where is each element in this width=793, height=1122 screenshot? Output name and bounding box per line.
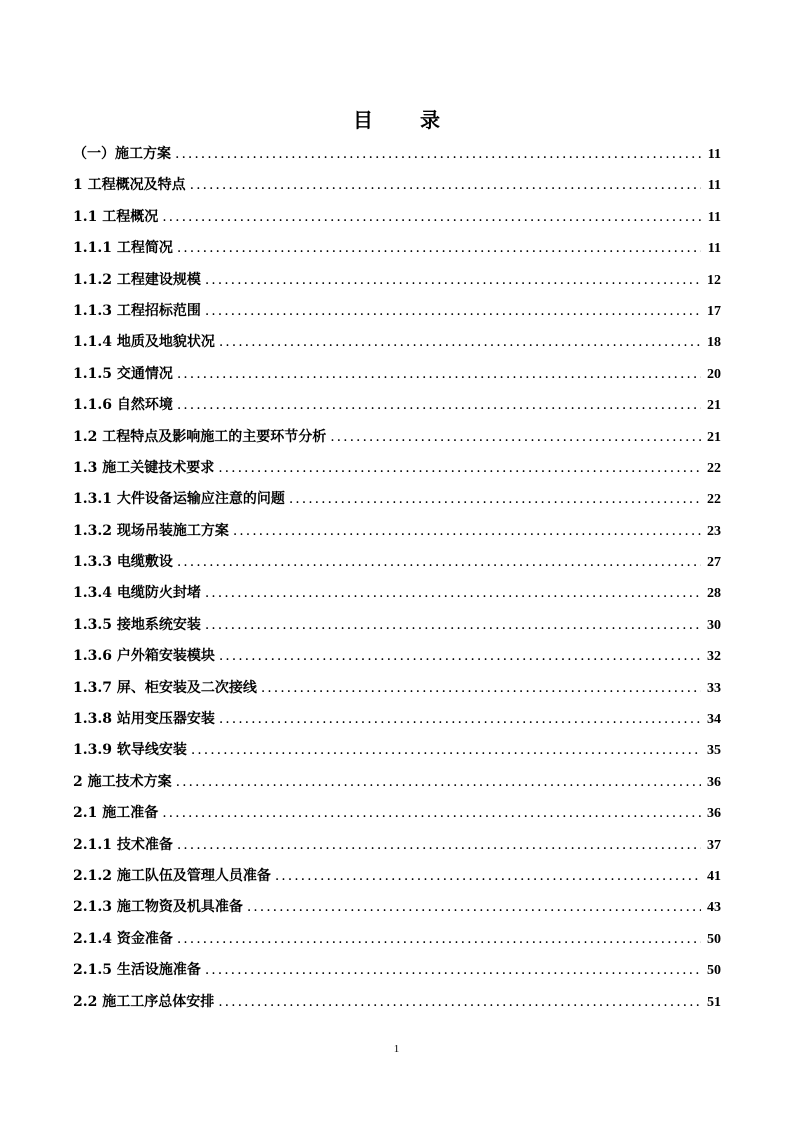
toc-dot-leader — [190, 177, 701, 193]
toc-entry-number: 1.1.3 — [73, 302, 117, 319]
toc-entry-title: 站用变压器安装 — [116, 711, 215, 728]
toc-entry-title: 工程招标范围 — [116, 302, 201, 319]
toc-entry-title: 接地系统安装 — [116, 616, 201, 633]
toc-dot-leader — [205, 272, 701, 288]
toc-entry-title: 工程概况 — [102, 208, 159, 225]
toc-entry-title: 户外箱安装模块 — [116, 648, 215, 665]
toc-dot-leader — [261, 680, 701, 696]
toc-entry[interactable] — [73, 269, 721, 300]
toc-entry-title: 工程特点及影响施工的主要环节分析 — [102, 428, 327, 445]
toc-dot-leader — [205, 303, 701, 319]
toc-entry-number: 2.1.3 — [73, 899, 117, 916]
toc-entry[interactable] — [73, 331, 721, 362]
toc-entry[interactable] — [73, 834, 721, 865]
toc-entry-page: 33 — [707, 680, 721, 696]
toc-entry-page: 11 — [707, 178, 721, 194]
toc-entry[interactable] — [73, 174, 721, 205]
toc-entry-title: 大件设备运输应注意的问题 — [116, 491, 285, 508]
toc-entry-page: 51 — [707, 994, 721, 1010]
toc-entry-page: 50 — [707, 963, 721, 979]
toc-entry-page: 11 — [707, 241, 721, 257]
toc-entry-number: 1.1.1 — [73, 240, 117, 257]
toc-entry[interactable] — [73, 991, 721, 1022]
toc-entry-page: 41 — [707, 868, 721, 884]
toc-entry[interactable] — [73, 959, 721, 990]
toc-entry-number: 1.3.2 — [73, 522, 117, 539]
toc-entry-page: 21 — [707, 398, 721, 414]
toc-entry-page: 36 — [707, 774, 721, 790]
toc-entry-number: 2.2 — [73, 993, 103, 1010]
toc-entry-number: 1.3.9 — [73, 742, 117, 759]
toc-entry[interactable] — [73, 645, 721, 676]
toc-entry[interactable] — [73, 708, 721, 739]
toc-entry-title: 工程建设规模 — [116, 271, 201, 288]
toc-dot-leader — [218, 460, 701, 476]
toc-dot-leader — [205, 585, 701, 601]
table-of-contents — [73, 143, 721, 1022]
toc-entry-number: （一） — [73, 146, 115, 162]
toc-entry-title: 地质及地貌状况 — [116, 334, 215, 351]
toc-entry-title: 电缆防火封堵 — [116, 585, 201, 602]
toc-entry-title: 资金准备 — [116, 930, 173, 947]
toc-entry[interactable] — [73, 802, 721, 833]
toc-entry-number: 1.3.3 — [73, 554, 117, 571]
toc-entry[interactable] — [73, 237, 721, 268]
toc-dot-leader — [219, 334, 701, 350]
toc-entry-number: 1.1.5 — [73, 365, 117, 382]
toc-entry-number: 1.3.6 — [73, 648, 117, 665]
toc-entry-title: 现场吊装施工方案 — [116, 522, 229, 539]
toc-entry[interactable] — [73, 394, 721, 425]
toc-entry[interactable] — [73, 677, 721, 708]
toc-entry[interactable] — [73, 551, 721, 582]
toc-dot-leader — [247, 899, 701, 915]
toc-dot-leader — [219, 711, 701, 727]
toc-entry-number: 1.3.4 — [73, 585, 117, 602]
toc-entry-page: 35 — [707, 743, 721, 759]
toc-entry-page: 28 — [707, 586, 721, 602]
toc-entry-page: 22 — [707, 460, 721, 476]
toc-entry-title: 工程概况及特点 — [87, 177, 186, 194]
toc-entry-title: 施工方案 — [115, 146, 171, 162]
toc-entry-number: 1.1 — [73, 208, 103, 225]
toc-entry-page: 11 — [707, 147, 721, 162]
toc-entry[interactable] — [73, 363, 721, 394]
toc-entry-page: 22 — [707, 492, 721, 508]
toc-dot-leader — [177, 554, 701, 570]
toc-entry-number: 2.1.5 — [73, 962, 117, 979]
toc-entry-number: 2.1.2 — [73, 867, 117, 884]
toc-entry[interactable] — [73, 206, 721, 237]
toc-entry[interactable] — [73, 426, 721, 457]
toc-entry-page: 11 — [707, 209, 721, 225]
toc-entry-page: 12 — [707, 272, 721, 288]
toc-dot-leader — [233, 523, 701, 539]
toc-entry[interactable] — [73, 614, 721, 645]
toc-dot-leader — [177, 366, 701, 382]
toc-entry-page: 50 — [707, 931, 721, 947]
toc-entry[interactable] — [73, 896, 721, 927]
toc-entry-title: 屏、柜安装及二次接线 — [116, 679, 257, 696]
toc-entry-page: 36 — [707, 806, 721, 822]
toc-entry-number: 1.3.7 — [73, 679, 117, 696]
toc-entry-number: 2.1.4 — [73, 930, 117, 947]
toc-entry[interactable] — [73, 300, 721, 331]
toc-entry-number: 1 — [73, 177, 88, 194]
toc-entry[interactable] — [73, 457, 721, 488]
toc-entry-title: 施工物资及机具准备 — [116, 899, 243, 916]
toc-dot-leader — [219, 648, 701, 664]
toc-entry[interactable] — [73, 143, 721, 174]
toc-dot-leader — [177, 931, 701, 947]
toc-entry-title: 交通情况 — [116, 365, 173, 382]
page-number: 1 — [393, 1043, 400, 1055]
toc-entry-title: 施工队伍及管理人员准备 — [116, 867, 271, 884]
toc-entry-page: 43 — [707, 900, 721, 916]
toc-entry-title: 施工准备 — [102, 805, 159, 822]
toc-entry-page: 32 — [707, 649, 721, 665]
toc-dot-leader — [218, 994, 701, 1010]
toc-entry-number: 1.1.4 — [73, 334, 117, 351]
toc-entry-number: 1.3.8 — [73, 711, 117, 728]
toc-entry[interactable] — [73, 771, 721, 802]
toc-entry-number: 1.1.6 — [73, 397, 117, 414]
toc-dot-leader — [177, 837, 701, 853]
toc-entry-page: 20 — [707, 366, 721, 382]
toc-entry-page: 17 — [707, 303, 721, 319]
toc-entry-title: 技术准备 — [116, 836, 173, 853]
toc-entry[interactable] — [73, 520, 721, 551]
toc-entry-number: 1.1.2 — [73, 271, 117, 288]
toc-dot-leader — [330, 429, 701, 445]
toc-dot-leader — [177, 397, 701, 413]
toc-entry[interactable] — [73, 928, 721, 959]
toc-entry-page: 30 — [707, 617, 721, 633]
toc-dot-leader — [191, 742, 701, 758]
toc-dot-leader — [289, 491, 701, 507]
toc-dot-leader — [176, 774, 701, 790]
toc-entry-title: 生活设施准备 — [116, 962, 201, 979]
toc-entry-number: 2 — [73, 773, 88, 790]
toc-entry[interactable] — [73, 488, 721, 519]
toc-entry-number: 1.2 — [73, 428, 103, 445]
toc-entry-number: 1.3.1 — [73, 491, 117, 508]
toc-title: 目 录 — [353, 108, 460, 132]
toc-entry-number: 2.1.1 — [73, 836, 117, 853]
toc-dot-leader — [275, 868, 701, 884]
toc-entry[interactable] — [73, 865, 721, 896]
toc-entry[interactable] — [73, 739, 721, 770]
toc-dot-leader — [205, 962, 701, 978]
toc-entry-title: 施工工序总体安排 — [102, 993, 215, 1010]
toc-entry-title: 电缆敷设 — [116, 554, 173, 571]
toc-entry-title: 软导线安装 — [116, 742, 187, 759]
toc-dot-leader — [162, 209, 701, 225]
toc-dot-leader — [175, 146, 701, 162]
toc-entry-number: 1.3 — [73, 459, 103, 476]
toc-entry[interactable] — [73, 582, 721, 613]
toc-dot-leader — [205, 617, 701, 633]
toc-entry-title: 工程简况 — [116, 240, 173, 257]
toc-entry-title: 施工关键技术要求 — [102, 459, 215, 476]
toc-entry-page: 18 — [707, 335, 721, 351]
toc-entry-number: 1.3.5 — [73, 616, 117, 633]
toc-entry-page: 21 — [707, 429, 721, 445]
toc-entry-page: 34 — [707, 712, 721, 728]
toc-entry-page: 37 — [707, 837, 721, 853]
toc-entry-title: 自然环境 — [116, 397, 173, 414]
toc-entry-page: 27 — [707, 555, 721, 571]
toc-entry-number: 2.1 — [73, 805, 103, 822]
toc-entry-title: 施工技术方案 — [87, 773, 172, 790]
toc-entry-page: 23 — [707, 523, 721, 539]
toc-dot-leader — [162, 805, 701, 821]
toc-dot-leader — [177, 240, 701, 256]
